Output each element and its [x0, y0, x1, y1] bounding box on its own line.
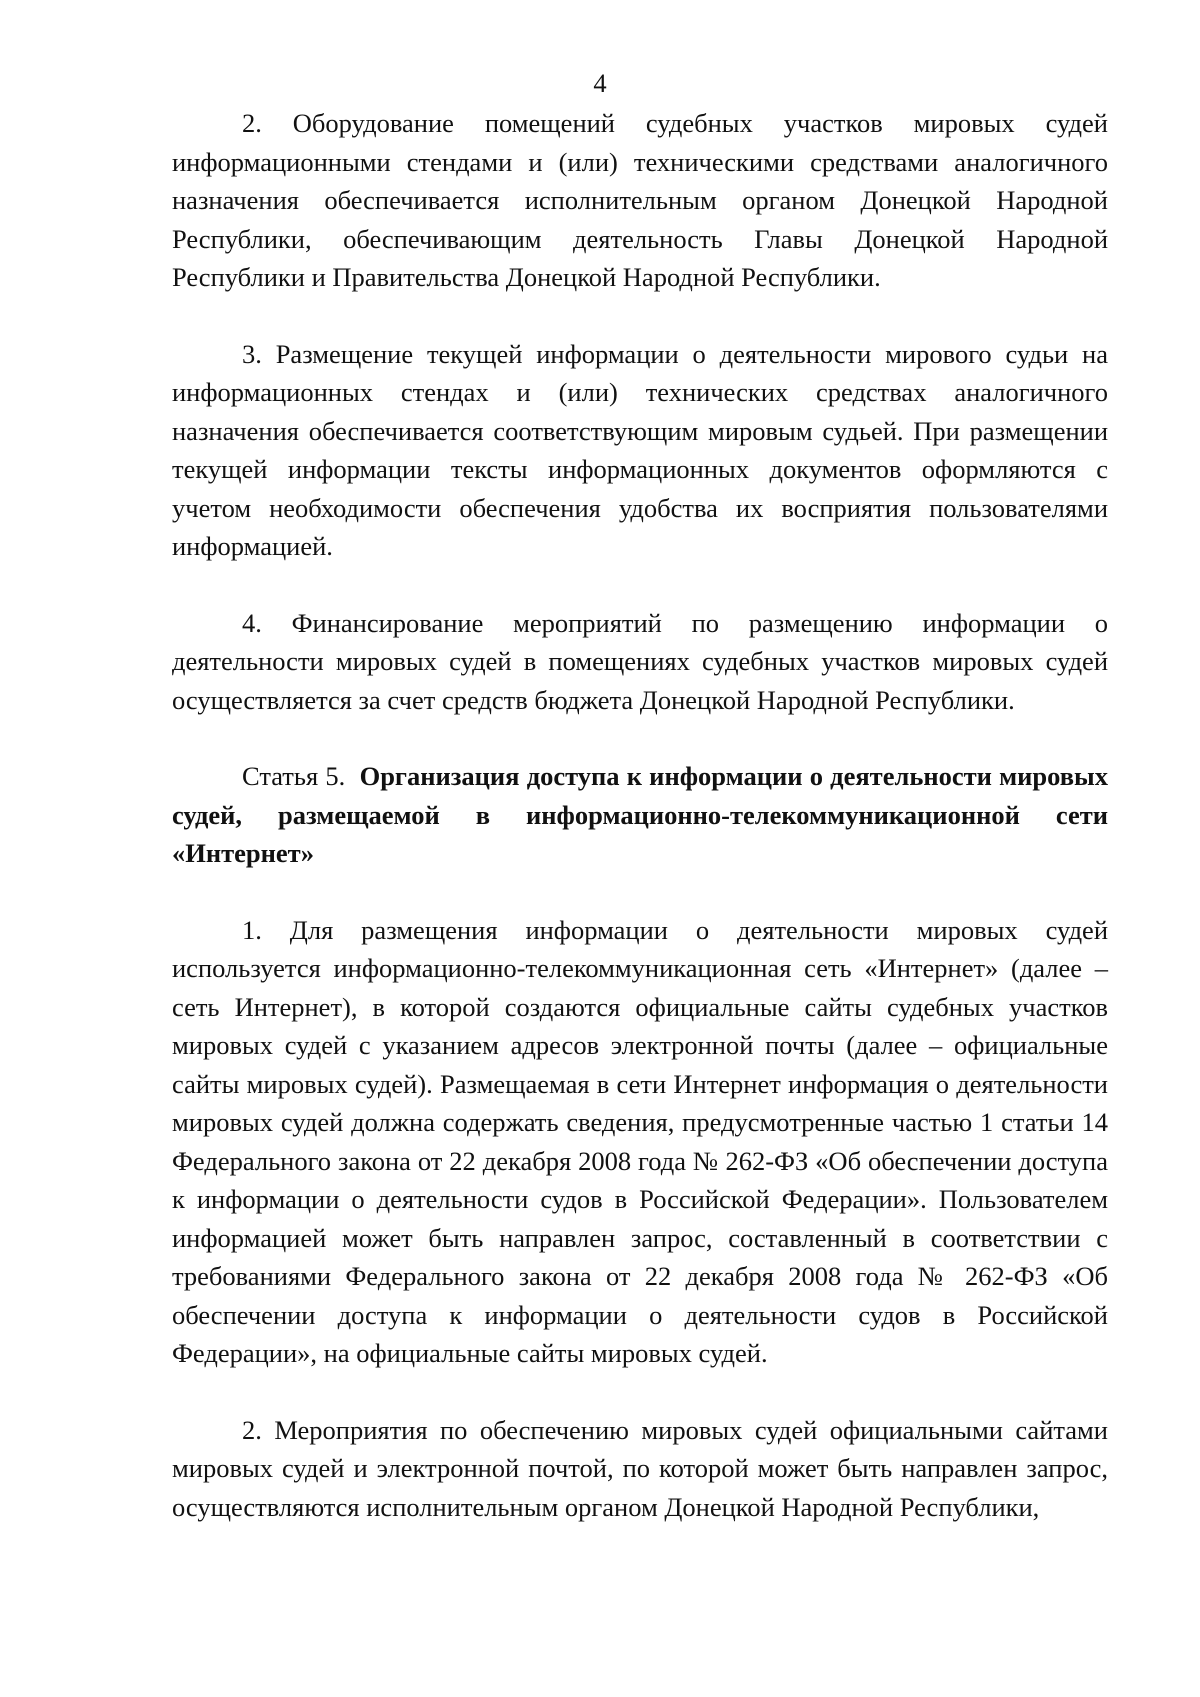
- article-paragraph-1: 1. Для размещения информации о деятельности мировых судей используется информационно-телекоммуникационная сеть «Интернет» (далее – сеть Интернет), в которой создаются официальные сайты судебных участков мировых судей с указанием адресов электронной почты (далее – официальные сайты мировых судей). Размещаемая в сети Интернет информация о деятельности мировых судей должна содержать сведения, предусмотренные частью 1 статьи 14 Федерального закона от 22 декабря 2008 года № 262-ФЗ «Об обеспечении доступа к информации о деятельности судов в Российской Федерации». Пользователем информацией может быть направлен запрос, составленный в соответствии с требованиями Федерального закона от 22 декабря 2008 года № 262-ФЗ «Об обеспечении доступа к информации о деятельности судов в Российской Федерации», на официальные сайты мировых судей.: [172, 914, 1108, 1368]
- article-label: Статья 5.: [242, 761, 346, 791]
- paragraph-gap: [172, 566, 1108, 604]
- paragraph-gap: [172, 719, 1108, 757]
- page-number: 4: [593, 68, 607, 98]
- paragraph-gap: [172, 1373, 1108, 1411]
- article-title: Организация доступа к информации о деятельности мировых судей, размещаемой в информационно-телекоммуникационной сети «Интернет»: [172, 761, 1108, 868]
- paragraph-2: 2. Оборудование помещений судебных участков мировых судей информационными стендами и (или) техническими средствами аналогичного назначения обеспечивается исполнительным органом Донецкой Народной Республики, обеспечивающим деятельность Главы Донецкой Народной Республики и Правительства Донецкой Народной Республики.: [172, 108, 1108, 292]
- paragraph-gap: [172, 873, 1108, 911]
- paragraph-gap: [172, 297, 1108, 335]
- article-paragraph-2: 2. Мероприятия по обеспечению мировых судей официальными сайтами мировых судей и электронной почтой, по которой может быть направлен запрос, осуществляются исполнительным органом Донецкой Народной Республики,: [172, 1414, 1108, 1522]
- paragraph-3: 3. Размещение текущей информации о деятельности мирового судьи на информационных стендах и (или) технических средствах аналогичного назначения обеспечивается соответствующим мировым судьей. При размещении текущей информации тексты информационных документов оформляются с учетом необходимости обеспечения удобства их восприятия пользователями информацией.: [172, 338, 1108, 561]
- paragraph-4: 4. Финансирование мероприятий по размещению информации о деятельности мировых судей в помещениях судебных участков мировых судей осуществляется за счет средств бюджета Донецкой Народной Республики.: [172, 607, 1108, 715]
- article-heading: [172, 757, 1108, 873]
